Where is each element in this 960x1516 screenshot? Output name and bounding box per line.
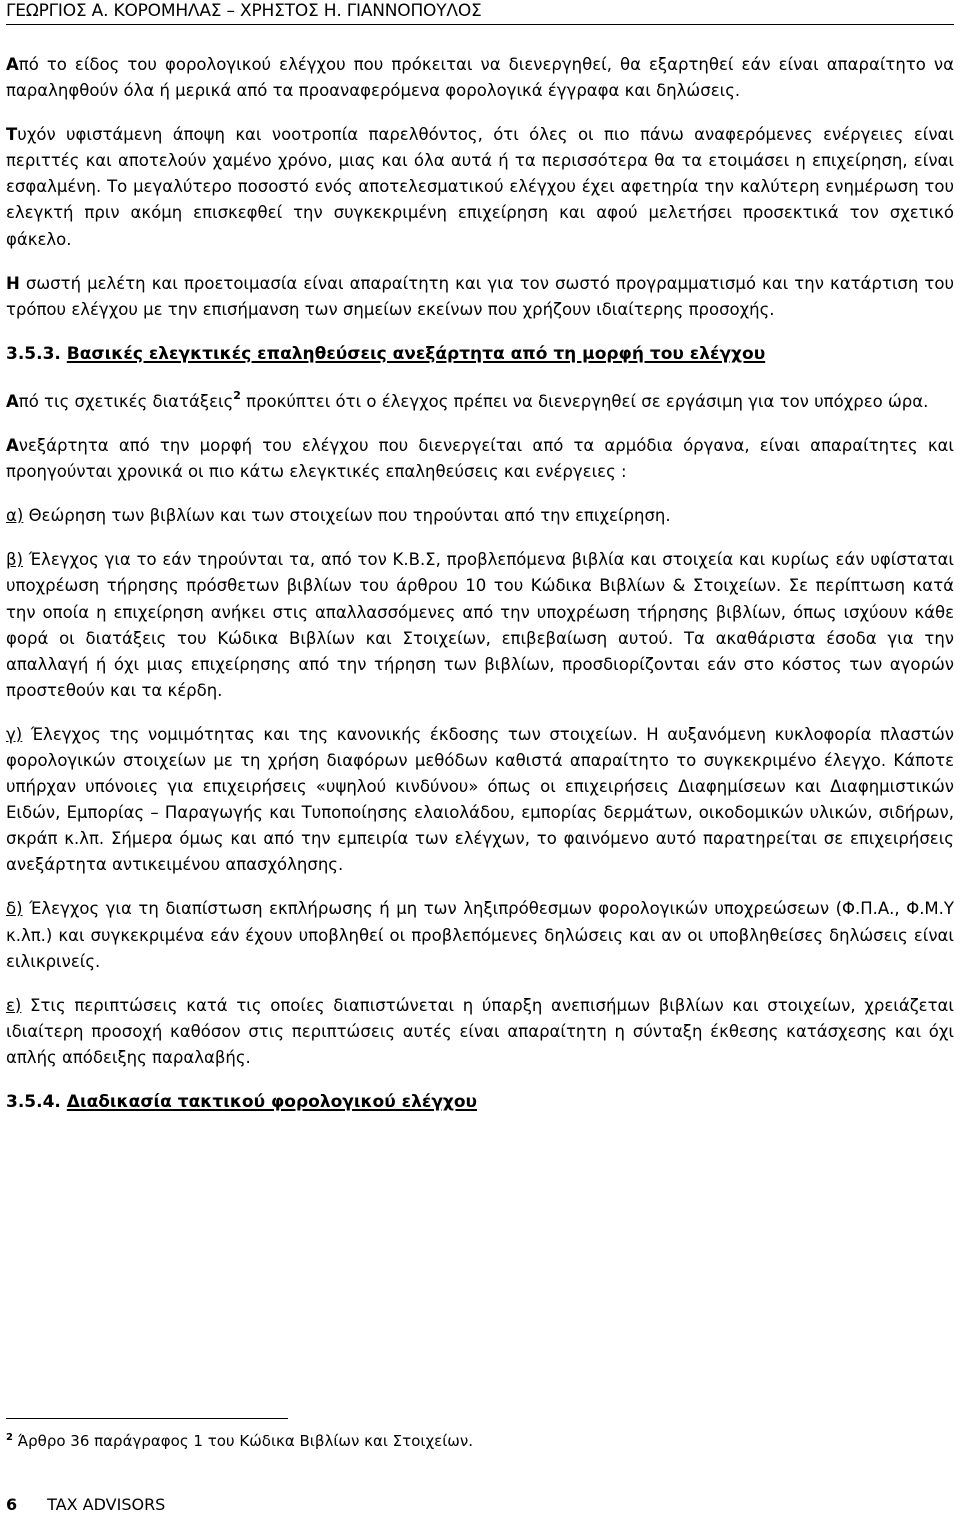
list-item-a [6,503,954,529]
list-item-e [6,993,954,1071]
paragraph-text: υχόν υφιστάμενη άποψη και νοοτροπία παρελθόντος, ότι όλες οι πιο πάνω αναφερόμενες ενέργειες είναι περιττές και αποτελούν χαμένο χρόνο, μιας και όλα αυτά ή τα περισσότερα θα τα ετοιμάσει η επιχείρηση, είναι εσφαλμένη. Το μεγαλύτερο ποσοστό ενός αποτελεσματικού ελέγχου έχει αφετηρία την καλύτερη ενημέρωση του ελεγκτή πριν ακόμη επισκεφθεί την συγκεκριμένη επιχείρηση και αφού μελετήσει προσεκτικά τον σχετικό φάκελο. [6,125,954,249]
list-item-c [6,722,954,879]
section-number: 3.5.4. [6,1092,61,1112]
list-item-text: Έλεγχος της νομιμότητας και της κανονικής έκδοσης των στοιχείων. Η αυξανόμενη κυκλοφορία πλαστών φορολογικών στοιχείων με τη χρήση διαφόρων μεθόδων καθιστά απαραίτητο το συγκεκριμένο έλεγχο. Κάποτε υπήρχαν υπόνοιες για επιχειρήσεις «υψηλού κινδύνου» όπως οι επιχειρήσεις Διαφημίσεων και Διαφημιστικών Ειδών, Εμπορίας – Παραγωγής και Τυποποίησης ελαιολάδου, εμπορίας δερμάτων, οικοδομικών υλικών, σιδήρων, σκράπ κ.λπ. Σήμερα όμως και από την εμπειρία των ελέγχων, το φαινόμενο αυτό παρατηρείται σε επιχειρήσεις ανεξάρτητα αντικειμένου απασχόλησης. [6,724,954,875]
page-body [6,52,954,1137]
list-marker: δ) [6,899,23,919]
footnote-text: Άρθρο 36 παράγραφος 1 του Κώδικα Βιβλίων και Στοιχείων. [12,1432,474,1450]
paragraph-4 [6,389,954,415]
list-marker: α) [6,506,24,526]
drop-cap: Τ [6,125,18,145]
paragraph-text: σωστή μελέτη και προετοιμασία είναι απαραίτητη και για τον σωστό προγραμματισμό και την κατάρτιση του τρόπου ελέγχου με την επισήμανση των σημείων εκείνων που χρήζουν ιδιαίτερης προσοχής. [6,273,954,319]
list-item-text: Έλεγχος για το εάν τηρούνται τα, από τον Κ.Β.Σ, προβλεπόμενα βιβλία και στοιχεία και κυρίως εάν υφίσταται υποχρέωση τήρησης πρόσθετων βιβλίων του άρθρου 10 του Κώδικα Βιβλίων & Στοιχείων. Σε περίπτωση κατά την οποία η επιχείρηση ανήκει στις απαλλασσόμενες από την υποχρέωση τήρησης βιβλίων, όπως ισχύουν κάθε φορά οι διατάξεις του Κώδικα Βιβλίων και Στοιχείων, επιβεβαίωση αυτού. Τα ακαθάριστα έσοδα για την απαλλαγή ή όχι μιας επιχείρησης από την τήρηση των βιβλίων, προσδιορίζονται εάν στο κόστος των αγορών προστεθούν και τα κέρδη. [6,550,954,700]
paragraph-1 [6,52,954,104]
list-marker: β) [6,550,23,570]
header-authors: ΓΕΩΡΓΙΟΣ Α. ΚΟΡΟΜΗΛΑΣ – ΧΡΗΣΤΟΣ Η. ΓΙΑΝΝΟΠΟΥΛΟΣ [6,1,482,21]
paragraph-3 [6,271,954,323]
footnote-number: 2 [6,1432,13,1443]
section-heading-3-5-3 [6,341,954,367]
list-marker: ε) [6,995,22,1015]
list-item-b [6,547,954,704]
section-number: 3.5.3. [6,343,61,364]
drop-cap: Α [6,436,19,456]
page-number: 6 [6,1495,18,1514]
paragraph-5 [6,433,954,485]
footnote-reference: 2 [233,388,241,402]
footer-label: TAX ADVISORS [47,1495,166,1514]
paragraph-text: νεξάρτητα από την μορφή του ελέγχου που διενεργείται από τα αρμόδια όργανα, είναι απαραίτητες και προηγούνται χρονικά οι πιο κάτω ελεγκτικές επαληθεύσεις και ενέργειες : [6,436,954,482]
paragraph-text: πό τις σχετικές διατάξεις [18,391,234,411]
list-item-d [6,896,954,974]
paragraph-text: προκύπτει ότι ο έλεγχος πρέπει να διενεργηθεί σε εργάσιμη για τον υπόχρεο ώρα. [240,391,929,411]
list-item-text: Στις περιπτώσεις κατά τις οποίες διαπιστώνεται η ύπαρξη ανεπισήμων βιβλίων και στοιχείων, χρειάζεται ιδιαίτερη προσοχή καθόσον στις περιπτώσεις αυτές είναι απαραίτητη η σύνταξη έκθεσης κατάσχεσης και όχι απλής απόδειξης παραλαβής. [6,995,954,1067]
section-title: Βασικές ελεγκτικές επαληθεύσεις ανεξάρτητα από τη μορφή του ελέγχου [66,343,766,364]
section-heading-3-5-4 [6,1089,954,1115]
footnote-divider [6,1418,288,1419]
section-title: Διαδικασία τακτικού φορολογικού ελέγχου [66,1092,478,1112]
paragraph-text: πό το είδος του φορολογικού ελέγχου που πρόκειται να διενεργηθεί, θα εξαρτηθεί εάν είναι απαραίτητο να παραληφθούν όλα ή μερικά από τα προαναφερόμενα φορολογικά έγγραφα και δηλώσεις. [6,55,954,101]
drop-cap: Α [6,391,19,411]
running-header [6,0,954,25]
drop-cap: Α [6,55,19,74]
list-marker: γ) [6,724,23,744]
footnote [6,1431,473,1451]
page-footer [6,1494,165,1516]
list-item-text: Θεώρηση των βιβλίων και των στοιχείων που τηρούνται από την επιχείρηση. [23,506,671,526]
paragraph-2 [6,122,954,252]
drop-cap: Η [6,273,20,293]
list-item-text: Έλεγχος για τη διαπίστωση εκπλήρωσης ή μη των ληξιπρόθεσμων φορολογικών υποχρεώσεων (Φ.Π.Α., Φ.Μ.Υ κ.λπ.) και συγκεκριμένα εάν έχουν υποβληθεί οι προβλεπόμενες δηλώσεις και αν οι υποβληθείσες δηλώσεις είναι ειλικρινείς. [6,899,954,971]
